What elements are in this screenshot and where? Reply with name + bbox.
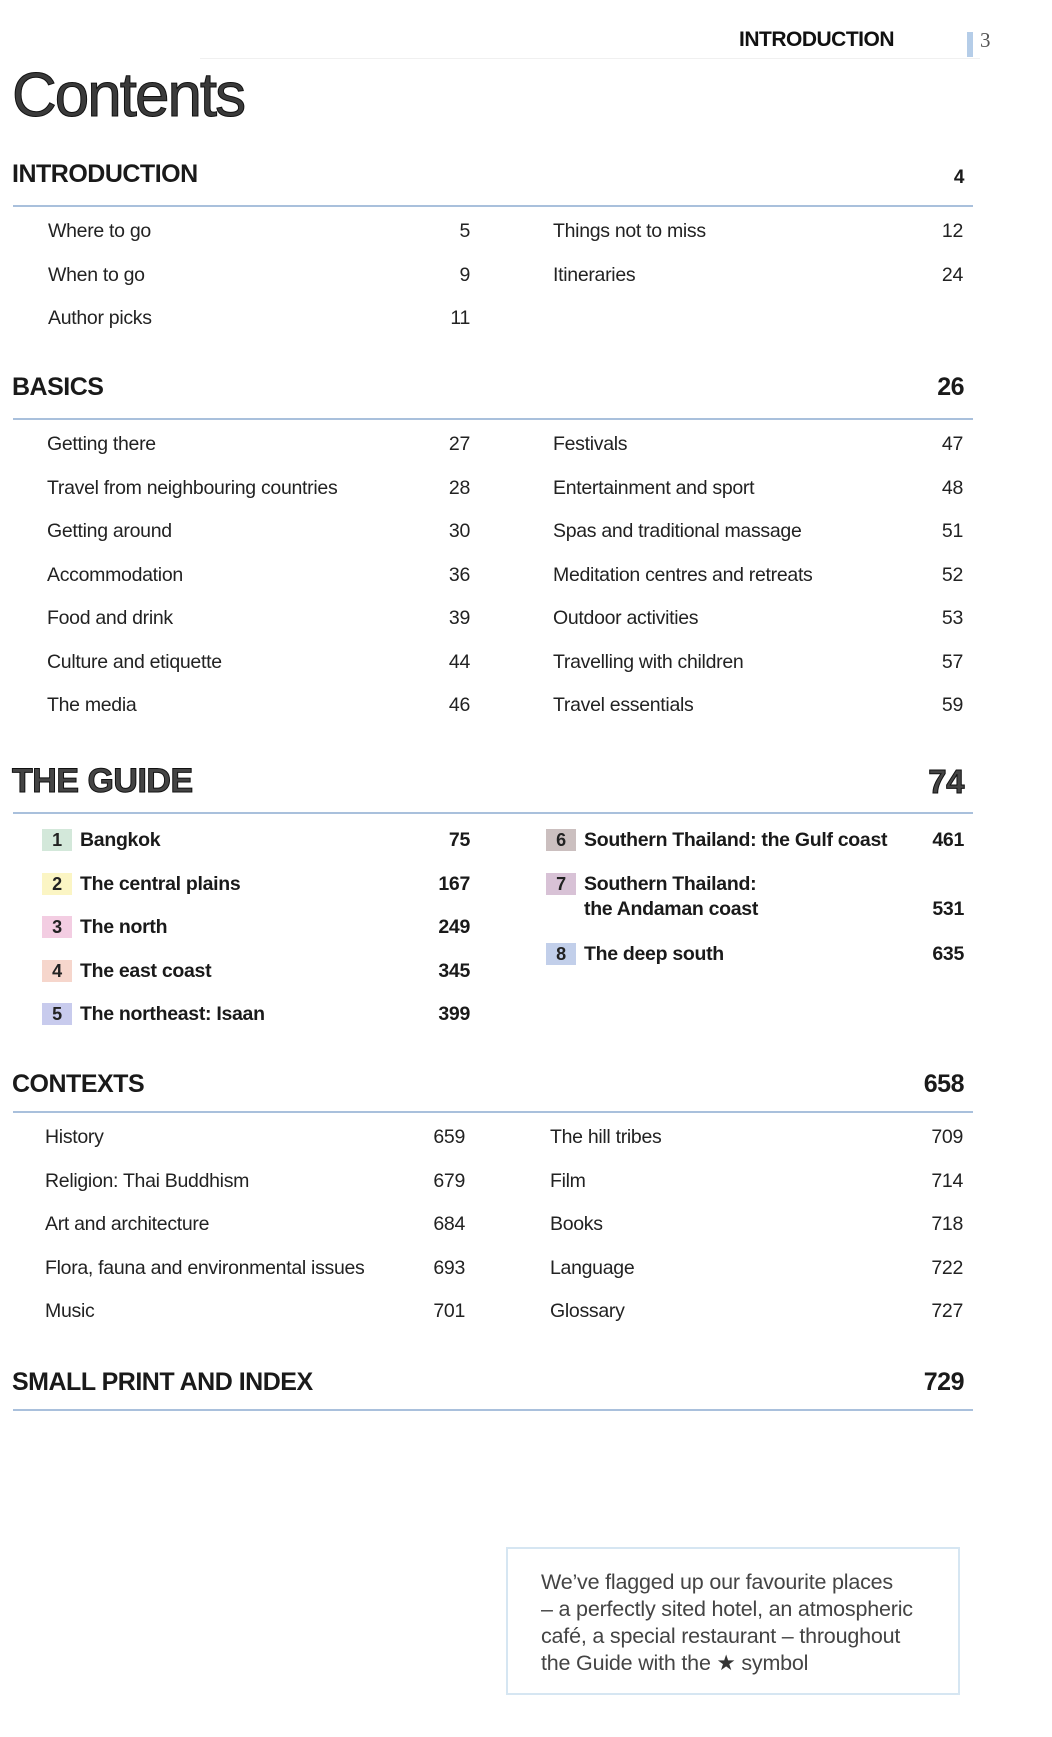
toc-entry-page: 718 bbox=[931, 1213, 963, 1235]
toc-entry-title: Southern Thailand: the Gulf coast bbox=[584, 829, 888, 851]
toc-entry-page: 27 bbox=[448, 433, 470, 455]
toc-entry-label bbox=[48, 307, 152, 330]
page-number: 3 bbox=[980, 28, 991, 52]
toc-entry-page: 39 bbox=[448, 607, 470, 629]
toc-entry-label bbox=[550, 1213, 603, 1236]
toc-entry-title: Books bbox=[550, 1213, 603, 1235]
toc-column-right bbox=[553, 220, 963, 307]
toc-entry-label bbox=[553, 694, 693, 717]
toc-entry-title: The deep south bbox=[584, 942, 724, 965]
toc-entry-label bbox=[48, 264, 145, 287]
chapter-number-badge: 3 bbox=[42, 916, 72, 938]
toc-entry[interactable] bbox=[546, 829, 964, 873]
section-title: THE GUIDE bbox=[12, 762, 193, 800]
toc-entry-label bbox=[553, 220, 706, 243]
toc-entry[interactable] bbox=[47, 607, 470, 651]
toc-entry-label bbox=[42, 829, 160, 852]
toc-entry[interactable] bbox=[550, 1257, 963, 1301]
toc-entry-page: 9 bbox=[459, 263, 470, 286]
toc-entry-title: The media bbox=[47, 694, 137, 716]
toc-entry-title: The hill tribes bbox=[550, 1126, 662, 1148]
toc-entry-page: 5 bbox=[459, 220, 470, 242]
toc-entry-label bbox=[553, 564, 813, 587]
toc-entry-title-line2: the Andaman coast bbox=[584, 897, 759, 920]
toc-entry-title: Art and architecture bbox=[45, 1213, 210, 1235]
toc-entry-label bbox=[553, 433, 627, 456]
toc-entry-label bbox=[48, 220, 151, 243]
chapter-number-badge: 1 bbox=[42, 829, 72, 851]
toc-entry[interactable] bbox=[47, 564, 470, 608]
toc-entry-page: 714 bbox=[931, 1169, 963, 1192]
running-header: INTRODUCTION bbox=[739, 28, 894, 51]
toc-entry[interactable] bbox=[42, 829, 470, 873]
toc-entry[interactable] bbox=[42, 1003, 470, 1047]
toc-entry-page: 659 bbox=[433, 1126, 465, 1148]
toc-entry-label bbox=[47, 520, 172, 543]
toc-entry-title: Glossary bbox=[550, 1300, 625, 1322]
toc-entry-page: 709 bbox=[931, 1126, 963, 1148]
toc-entry-label bbox=[42, 960, 211, 983]
toc-entry-page: 722 bbox=[931, 1256, 963, 1279]
toc-entry-title: Southern Thailand: bbox=[584, 872, 757, 895]
toc-entry[interactable] bbox=[42, 873, 470, 917]
toc-entry-label bbox=[550, 1257, 634, 1280]
note-line: symbol bbox=[741, 1651, 809, 1675]
toc-entry-page: 684 bbox=[433, 1213, 465, 1235]
toc-entry-page: 727 bbox=[931, 1300, 963, 1322]
toc-entry-label bbox=[553, 520, 802, 543]
toc-entry-label bbox=[47, 564, 183, 587]
toc-entry-title: The central plains bbox=[80, 872, 241, 895]
toc-entry-page: 57 bbox=[941, 650, 963, 673]
toc-entry-label bbox=[42, 916, 167, 939]
toc-entry-label bbox=[546, 873, 756, 896]
chapter-number-badge: 8 bbox=[546, 943, 576, 965]
toc-entry-page: 51 bbox=[941, 520, 963, 542]
toc-entry[interactable] bbox=[550, 1170, 963, 1214]
toc-entry[interactable] bbox=[550, 1300, 963, 1344]
toc-entry-page: 36 bbox=[448, 563, 470, 586]
section-divider bbox=[13, 205, 973, 207]
toc-entry[interactable] bbox=[47, 694, 470, 738]
toc-entry-label bbox=[47, 651, 222, 674]
toc-entry-page: 53 bbox=[941, 607, 963, 629]
toc-entry-title: Spas and traditional massage bbox=[553, 520, 802, 542]
toc-entry-label bbox=[553, 477, 754, 500]
chapter-number-badge: 4 bbox=[42, 960, 72, 982]
toc-entry-title: Music bbox=[45, 1300, 95, 1322]
toc-entry-label bbox=[553, 607, 698, 630]
toc-entry-title: Language bbox=[550, 1256, 635, 1279]
toc-entry-title: History bbox=[45, 1126, 104, 1148]
section-heading-contexts[interactable] bbox=[12, 1070, 964, 1099]
toc-entry-title: Travel essentials bbox=[553, 694, 694, 716]
toc-entry-title: Travelling with children bbox=[553, 650, 744, 673]
toc-entry-label bbox=[553, 651, 743, 674]
section-page: 729 bbox=[923, 1368, 964, 1396]
toc-entry[interactable] bbox=[553, 264, 963, 308]
toc-entry[interactable] bbox=[45, 1170, 465, 1214]
toc-entry-label bbox=[47, 433, 156, 456]
toc-entry-title: Author picks bbox=[48, 307, 152, 329]
toc-entry[interactable] bbox=[546, 943, 964, 987]
toc-entry-label bbox=[553, 264, 635, 287]
toc-entry-page: 75 bbox=[448, 829, 470, 851]
toc-entry-title: The northeast: Isaan bbox=[80, 1003, 265, 1025]
toc-entry[interactable] bbox=[45, 1300, 465, 1344]
section-title: SMALL PRINT AND INDEX bbox=[12, 1368, 313, 1396]
toc-column-left bbox=[48, 220, 470, 351]
toc-entry-label bbox=[45, 1126, 104, 1149]
toc-entry[interactable] bbox=[553, 433, 963, 477]
toc-entry-label bbox=[42, 1003, 265, 1026]
toc-entry-title: Travel from neighbouring countries bbox=[47, 476, 338, 499]
toc-entry-page: 701 bbox=[433, 1300, 465, 1322]
toc-entry-page: 693 bbox=[433, 1256, 465, 1279]
toc-entry-title: Food and drink bbox=[47, 607, 173, 629]
section-heading-basics[interactable] bbox=[12, 373, 964, 402]
section-page: 658 bbox=[923, 1070, 964, 1098]
section-heading-guide[interactable] bbox=[12, 762, 964, 801]
toc-entry-title: Film bbox=[550, 1169, 586, 1192]
section-page: 26 bbox=[937, 373, 964, 401]
toc-entry-page: 679 bbox=[433, 1169, 465, 1192]
toc-entry[interactable] bbox=[550, 1213, 963, 1257]
toc-entry-label bbox=[546, 943, 724, 966]
top-divider bbox=[200, 58, 980, 59]
toc-entry-title: Where to go bbox=[48, 220, 151, 242]
note-line: – a perfectly sited hotel, an atmospheric bbox=[541, 1597, 913, 1621]
toc-entry-page: 44 bbox=[448, 650, 470, 673]
toc-entry-page: 46 bbox=[448, 694, 470, 716]
toc-entry[interactable] bbox=[42, 960, 470, 1004]
toc-entry-label bbox=[546, 829, 887, 852]
chapter-number-badge: 5 bbox=[42, 1003, 72, 1025]
toc-entry-label bbox=[45, 1300, 94, 1323]
toc-entry-page: 167 bbox=[438, 872, 470, 895]
toc-entry[interactable] bbox=[546, 873, 964, 943]
toc-entry[interactable] bbox=[553, 477, 963, 521]
section-title: INTRODUCTION bbox=[12, 160, 198, 188]
section-title: CONTEXTS bbox=[12, 1070, 145, 1098]
toc-entry[interactable] bbox=[553, 520, 963, 564]
toc-entry-title: Entertainment and sport bbox=[553, 476, 755, 499]
toc-entry-title: Bangkok bbox=[80, 829, 161, 851]
toc-entry-page: 399 bbox=[438, 1003, 470, 1025]
section-heading-introduction[interactable] bbox=[12, 160, 964, 189]
toc-entry-title: Getting around bbox=[47, 520, 172, 542]
toc-entry-title: Culture and etiquette bbox=[47, 650, 222, 673]
toc-entry-title: Outdoor activities bbox=[553, 607, 699, 629]
toc-entry-page: 345 bbox=[438, 959, 470, 982]
toc-entry-title: Accommodation bbox=[47, 563, 183, 586]
toc-entry[interactable] bbox=[45, 1213, 465, 1257]
toc-entry[interactable] bbox=[48, 264, 470, 308]
running-header-bar bbox=[967, 32, 973, 57]
chapter-number-badge: 6 bbox=[546, 829, 576, 851]
toc-entry-page: 635 bbox=[932, 942, 964, 965]
toc-entry-title: Flora, fauna and environmental issues bbox=[45, 1256, 365, 1279]
toc-entry-label bbox=[45, 1170, 249, 1193]
toc-entry-page: 461 bbox=[932, 829, 964, 851]
toc-column-right bbox=[546, 829, 964, 986]
toc-entry-title: Religion: Thai Buddhism bbox=[45, 1169, 250, 1192]
toc-entry-title: Meditation centres and retreats bbox=[553, 563, 813, 586]
toc-column-right bbox=[553, 433, 963, 738]
toc-entry[interactable] bbox=[42, 916, 470, 960]
toc-column-right bbox=[550, 1126, 963, 1344]
toc-entry-title: The east coast bbox=[80, 959, 212, 982]
toc-entry-page: 12 bbox=[941, 220, 963, 242]
toc-entry[interactable] bbox=[550, 1126, 963, 1170]
toc-entry[interactable] bbox=[47, 651, 470, 695]
chapter-number-badge: 7 bbox=[546, 873, 576, 895]
toc-entry-label bbox=[42, 873, 240, 896]
toc-entry-label bbox=[47, 607, 173, 630]
favourites-note bbox=[506, 1547, 960, 1695]
toc-entry[interactable] bbox=[553, 220, 963, 264]
toc-entry-title: When to go bbox=[48, 263, 145, 286]
note-line: café, a special restaurant – throughout bbox=[541, 1624, 901, 1648]
toc-column-left bbox=[45, 1126, 465, 1344]
toc-entry-label bbox=[550, 1126, 661, 1149]
toc-entry-title: Itineraries bbox=[553, 263, 636, 286]
page-title: Contents bbox=[12, 61, 245, 130]
toc-entry[interactable] bbox=[553, 694, 963, 738]
note-line: We’ve flagged up our favourite places bbox=[541, 1570, 893, 1594]
toc-entry-title: Things not to miss bbox=[553, 220, 706, 242]
toc-entry[interactable] bbox=[45, 1126, 465, 1170]
toc-entry-page: 52 bbox=[941, 563, 963, 586]
toc-entry[interactable] bbox=[47, 477, 470, 521]
toc-entry-page: 59 bbox=[941, 694, 963, 716]
toc-entry-label bbox=[45, 1213, 209, 1236]
toc-entry-title: Festivals bbox=[553, 433, 628, 455]
toc-entry[interactable] bbox=[553, 607, 963, 651]
toc-entry-page: 48 bbox=[941, 476, 963, 499]
toc-entry[interactable] bbox=[47, 433, 470, 477]
toc-entry-title: The north bbox=[80, 916, 168, 938]
toc-entry[interactable] bbox=[45, 1257, 465, 1301]
section-page: 4 bbox=[953, 167, 964, 188]
toc-entry-label bbox=[47, 694, 136, 717]
section-divider bbox=[13, 1111, 973, 1113]
toc-entry-title: Getting there bbox=[47, 433, 156, 455]
toc-entry[interactable] bbox=[48, 220, 470, 264]
toc-column-left bbox=[47, 433, 470, 738]
toc-entry[interactable] bbox=[553, 651, 963, 695]
toc-entry-page: 24 bbox=[941, 263, 963, 286]
toc-entry-label bbox=[45, 1257, 365, 1280]
section-page: 74 bbox=[928, 763, 964, 800]
toc-entry[interactable] bbox=[48, 307, 470, 351]
toc-entry-page: 531 bbox=[932, 897, 964, 920]
toc-entry-label bbox=[550, 1300, 625, 1323]
section-title: BASICS bbox=[12, 373, 104, 401]
section-divider bbox=[13, 812, 973, 814]
toc-entry[interactable] bbox=[47, 520, 470, 564]
toc-entry-page: 30 bbox=[448, 520, 470, 542]
note-line: the Guide with the bbox=[541, 1651, 711, 1675]
toc-entry-page: 28 bbox=[448, 476, 470, 499]
toc-entry-page: 249 bbox=[438, 916, 470, 938]
toc-entry-label bbox=[47, 477, 337, 500]
toc-column-left bbox=[42, 829, 470, 1047]
section-divider bbox=[13, 1409, 973, 1411]
toc-entry-label bbox=[550, 1170, 586, 1193]
star-icon: ★ bbox=[716, 1651, 736, 1675]
section-heading-smallprint[interactable] bbox=[12, 1368, 964, 1397]
chapter-number-badge: 2 bbox=[42, 873, 72, 895]
toc-entry-page: 11 bbox=[450, 307, 470, 329]
toc-entry[interactable] bbox=[553, 564, 963, 608]
section-divider bbox=[13, 418, 973, 420]
toc-entry-page: 47 bbox=[941, 433, 963, 455]
